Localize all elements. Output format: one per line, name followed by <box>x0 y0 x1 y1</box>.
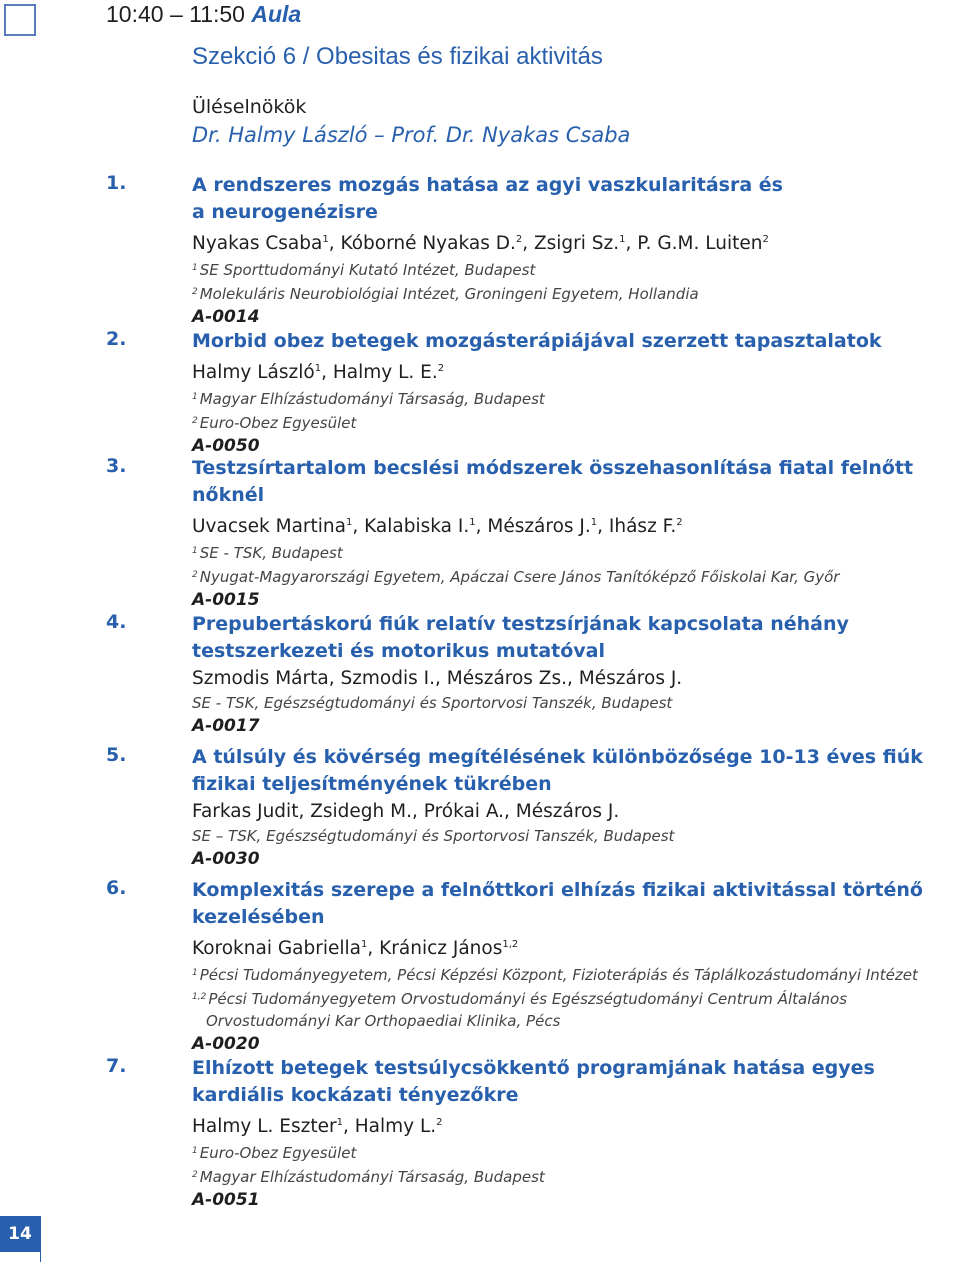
abstract-code: A-0050 <box>192 436 260 456</box>
abstract-code: A-0014 <box>192 307 260 327</box>
talk-title-line: Komplexitás szerepe a felnőttkori elhízás fizikai aktivitással történő <box>192 879 923 901</box>
abstract-code: A-0015 <box>192 590 260 610</box>
abstract-code: A-0030 <box>192 849 260 869</box>
talk-authors: Halmy L. Eszter$^1$, Halmy L.$^2$ <box>192 1116 443 1137</box>
talk-number: 7. <box>106 1055 127 1077</box>
talk-affiliation: $^1$ Euro-Obez Egyesület <box>192 1144 357 1162</box>
talk-title-line: fizikai teljesítményének tükrében <box>192 773 552 795</box>
author-affiliation-mark: 1,2 <box>502 939 519 950</box>
abstract-code: A-0020 <box>192 1034 260 1054</box>
affiliation-mark: 1 <box>192 1146 198 1156</box>
talk-affiliation: $^1$ SE - TSK, Budapest <box>192 544 343 562</box>
talk-title-line: Elhízott betegek testsúlycsökkentő programjának hatása egyes <box>192 1057 875 1079</box>
page-number: 14 <box>0 1216 40 1252</box>
section-title: Szekció 6 / Obesitas és fizikai aktivitás <box>192 43 603 70</box>
author-affiliation-mark: 1 <box>469 517 476 528</box>
talk-body <box>192 744 952 871</box>
talk-title-line: Prepubertáskorú fiúk relatív testzsírjának kapcsolata néhány <box>192 613 849 635</box>
page-edge-line <box>40 1216 41 1262</box>
affiliation-mark: 2 <box>192 570 198 580</box>
abstract-code: A-0051 <box>192 1190 260 1210</box>
talk-authors: Uvacsek Martina$^1$, Kalabiska I.$^1$, Mészáros J.$^1$, Ihász F.$^2$ <box>192 516 683 537</box>
corner-checkbox <box>4 4 36 36</box>
talk-affiliation: $^1$ Magyar Elhízástudományi Társaság, Budapest <box>192 390 545 408</box>
author-affiliation-mark: 2 <box>515 234 523 245</box>
talk-body <box>192 1055 952 1212</box>
talk-number: 1. <box>106 172 127 194</box>
chairs-label: Üléselnökök <box>192 96 307 118</box>
talk-affiliation: $^2$ Magyar Elhízástudományi Társaság, Budapest <box>192 1168 545 1186</box>
author-affiliation-mark: 2 <box>436 1117 443 1128</box>
talk-title-line: A túlsúly és kövérség megítélésének különbözősége 10-13 éves fiúk <box>192 746 923 768</box>
talk-body <box>192 172 952 329</box>
talk-title-line: Morbid obez betegek mozgásterápiájával szerzett tapasztalatok <box>192 330 882 352</box>
talk-body <box>192 877 952 1056</box>
affiliation-mark: 2 <box>192 1170 198 1180</box>
talk-affiliation: SE - TSK, Egészségtudományi és Sportorvosi Tanszék, Budapest <box>192 694 673 712</box>
author-affiliation-mark: 2 <box>762 234 769 245</box>
talk-title-line: a neurogenézisre <box>192 201 378 223</box>
affiliation-mark: 1 <box>192 263 198 273</box>
affiliation-mark: 1 <box>192 968 198 978</box>
talk-title-line: kardiális kockázati tényezőkre <box>192 1084 519 1106</box>
talk-number: 6. <box>106 877 127 899</box>
session-place: Aula <box>251 1 302 27</box>
talk-authors: Koroknai Gabriella$^1$, Kránicz János$^{1,2}$ <box>192 938 519 959</box>
talk-authors: Szmodis Márta, Szmodis I., Mészáros Zs., Mészáros J. <box>192 668 683 689</box>
talk-affiliation: $^1$ Pécsi Tudományegyetem, Pécsi Képzési Központ, Fizioterápiás és Táplálkozástudományi Intézet <box>192 966 918 984</box>
talk-authors: Nyakas Csaba$^1$, Kóborné Nyakas D.$^2$, Zsigri Sz.$^1$, P. G.M. Luiten$^2$ <box>192 233 769 254</box>
session-time-line <box>106 1 301 28</box>
author-affiliation-mark: 1 <box>345 517 353 528</box>
talk-number: 2. <box>106 328 127 350</box>
talk-authors: Farkas Judit, Zsidegh M., Prókai A., Mészáros J. <box>192 801 620 822</box>
author-affiliation-mark: 2 <box>437 363 445 374</box>
talk-affiliation: Orvostudományi Kar Orthopaediai Klinika, Pécs <box>206 1012 561 1030</box>
talk-title-line: nőknél <box>192 484 265 506</box>
author-affiliation-mark: 1 <box>314 363 322 374</box>
talk-title-line: testszerkezeti és motorikus mutatóval <box>192 640 605 662</box>
talk-affiliation: SE – TSK, Egészségtudományi és Sportorvosi Tanszék, Budapest <box>192 827 675 845</box>
affiliation-mark: 1,2 <box>192 992 207 1002</box>
talk-title-line: A rendszeres mozgás hatása az agyi vaszkularitásra és <box>192 174 783 196</box>
author-affiliation-mark: 1 <box>361 939 368 950</box>
talk-affiliation: $^1$ SE Sporttudományi Kutató Intézet, Budapest <box>192 261 536 279</box>
author-affiliation-mark: 1 <box>322 234 329 245</box>
talk-authors: Halmy László$^1$, Halmy L. E.$^2$ <box>192 362 445 383</box>
affiliation-mark: 2 <box>192 287 198 297</box>
talk-affiliation: $^{1,2}$ Pécsi Tudományegyetem Orvostudományi és Egészségtudományi Centrum Általános <box>192 990 848 1008</box>
session-time: 10:40 – 11:50 <box>106 1 245 27</box>
talk-body <box>192 455 952 612</box>
talk-title-line: Testzsírtartalom becslési módszerek összehasonlítása fiatal felnőtt <box>192 457 914 479</box>
author-affiliation-mark: 2 <box>676 517 683 528</box>
author-affiliation-mark: 1 <box>590 517 598 528</box>
abstract-code: A-0017 <box>192 716 260 736</box>
talk-affiliation: $^2$ Euro-Obez Egyesület <box>192 414 357 432</box>
talk-number: 4. <box>106 611 127 633</box>
talk-body <box>192 611 952 738</box>
talk-title-line: kezelésében <box>192 906 325 928</box>
talk-body <box>192 328 952 458</box>
chairs-names: Dr. Halmy László – Prof. Dr. Nyakas Csaba <box>192 123 631 147</box>
author-affiliation-mark: 1 <box>619 234 626 245</box>
author-affiliation-mark: 1 <box>336 1117 343 1128</box>
affiliation-mark: 1 <box>192 392 198 402</box>
affiliation-mark: 1 <box>192 546 198 556</box>
affiliation-mark: 2 <box>192 416 198 426</box>
talk-affiliation: $^2$ Molekuláris Neurobiológiai Intézet, Groningeni Egyetem, Hollandia <box>192 285 699 303</box>
talk-number: 5. <box>106 744 127 766</box>
talk-affiliation: $^2$ Nyugat-Magyarországi Egyetem, Apáczai Csere János Tanítóképző Főiskolai Kar, Győr <box>192 568 840 586</box>
talk-number: 3. <box>106 455 127 477</box>
